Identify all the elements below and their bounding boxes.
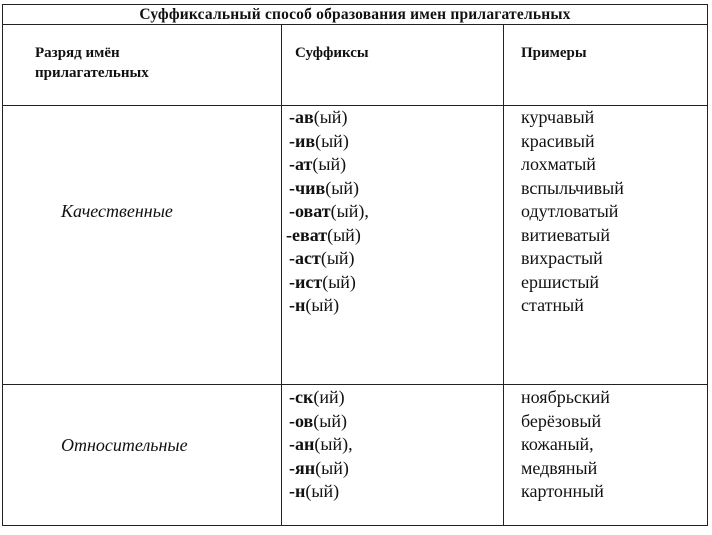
suffix-list-qualitative xyxy=(286,106,369,318)
suffix-item xyxy=(289,177,369,201)
header-category-line2: прилагательных xyxy=(35,65,149,81)
suffix-item xyxy=(289,386,353,410)
example-word: лохматый xyxy=(521,154,596,174)
example-word: картонный xyxy=(521,481,604,501)
example-word: статный xyxy=(521,295,584,315)
example-word: красивый xyxy=(521,130,595,151)
example-word: вспыльчивый xyxy=(521,177,624,198)
suffix-ending: (ый), xyxy=(330,201,369,221)
suffix-ending: (ый) xyxy=(305,481,340,501)
suffix-ending: (ый) xyxy=(320,248,355,268)
example-word: кожаный, xyxy=(521,434,594,454)
suffix-stem: -ат xyxy=(289,154,313,174)
header-examples: Примеры xyxy=(521,45,587,61)
suffix-table xyxy=(2,4,708,526)
suffix-ending: (ый), xyxy=(314,434,353,454)
suffix-ending: (ый) xyxy=(327,224,361,245)
example-word: ершистый xyxy=(521,271,600,292)
suffix-stem: -аст xyxy=(289,248,321,268)
example-word: одутловатый xyxy=(521,201,619,221)
suffix-stem: -ян xyxy=(289,457,316,478)
suffix-item xyxy=(289,457,353,481)
suffix-ending: (ый) xyxy=(315,130,349,151)
suffix-ending: (ый) xyxy=(325,177,359,198)
suffix-item xyxy=(289,480,353,504)
suffix-ending: (ый) xyxy=(312,154,347,174)
suffix-ending: (ый) xyxy=(305,295,340,315)
suffix-item xyxy=(289,153,369,177)
column-divider xyxy=(503,24,504,525)
suffix-stem: -ив xyxy=(289,130,316,151)
suffix-stem: -оват xyxy=(289,201,331,221)
suffix-item xyxy=(289,271,369,295)
row-divider xyxy=(3,384,707,385)
example-word: ноябрьский xyxy=(521,387,610,407)
example-word: берёзовый xyxy=(521,410,602,431)
suffix-ending: (ий) xyxy=(313,387,345,407)
suffix-stem: -еват xyxy=(286,224,328,245)
column-divider xyxy=(281,24,282,525)
header-category xyxy=(35,43,235,83)
suffix-stem: -н xyxy=(289,481,306,501)
suffix-item xyxy=(289,247,369,271)
suffix-item xyxy=(289,106,369,130)
suffix-ending: (ый) xyxy=(313,410,347,431)
suffix-stem: -ав xyxy=(289,107,314,127)
suffix-item xyxy=(289,410,353,434)
example-word: витиеватый xyxy=(521,224,610,245)
header-category-line1: Разряд имён xyxy=(35,45,120,61)
suffix-stem: -ан xyxy=(289,434,315,454)
suffix-item xyxy=(289,130,369,154)
suffix-item xyxy=(289,433,353,457)
suffix-list-relative xyxy=(289,386,353,504)
example-word: курчавый xyxy=(521,107,595,127)
suffix-item xyxy=(286,224,369,248)
category-relative: Относительные xyxy=(61,435,188,455)
example-word: вихрастый xyxy=(521,248,603,268)
suffix-stem: -ск xyxy=(289,387,314,407)
suffix-stem: -н xyxy=(289,295,306,315)
category-qualitative: Качественные xyxy=(61,201,173,221)
suffix-stem: -чив xyxy=(289,177,326,198)
suffix-ending: (ый) xyxy=(322,271,356,292)
suffix-item xyxy=(289,200,369,224)
example-word: медвяный xyxy=(521,457,598,478)
suffix-stem: -ов xyxy=(289,410,314,431)
example-list-qualitative xyxy=(521,106,624,318)
suffix-ending: (ый) xyxy=(315,457,349,478)
table-title: Суффиксальный способ образования имен прилагательных xyxy=(3,5,707,25)
example-list-relative xyxy=(521,386,610,504)
suffix-item xyxy=(289,294,369,318)
suffix-ending: (ый) xyxy=(313,107,348,127)
header-suffixes: Суффиксы xyxy=(295,45,369,61)
suffix-stem: -ист xyxy=(289,271,323,292)
